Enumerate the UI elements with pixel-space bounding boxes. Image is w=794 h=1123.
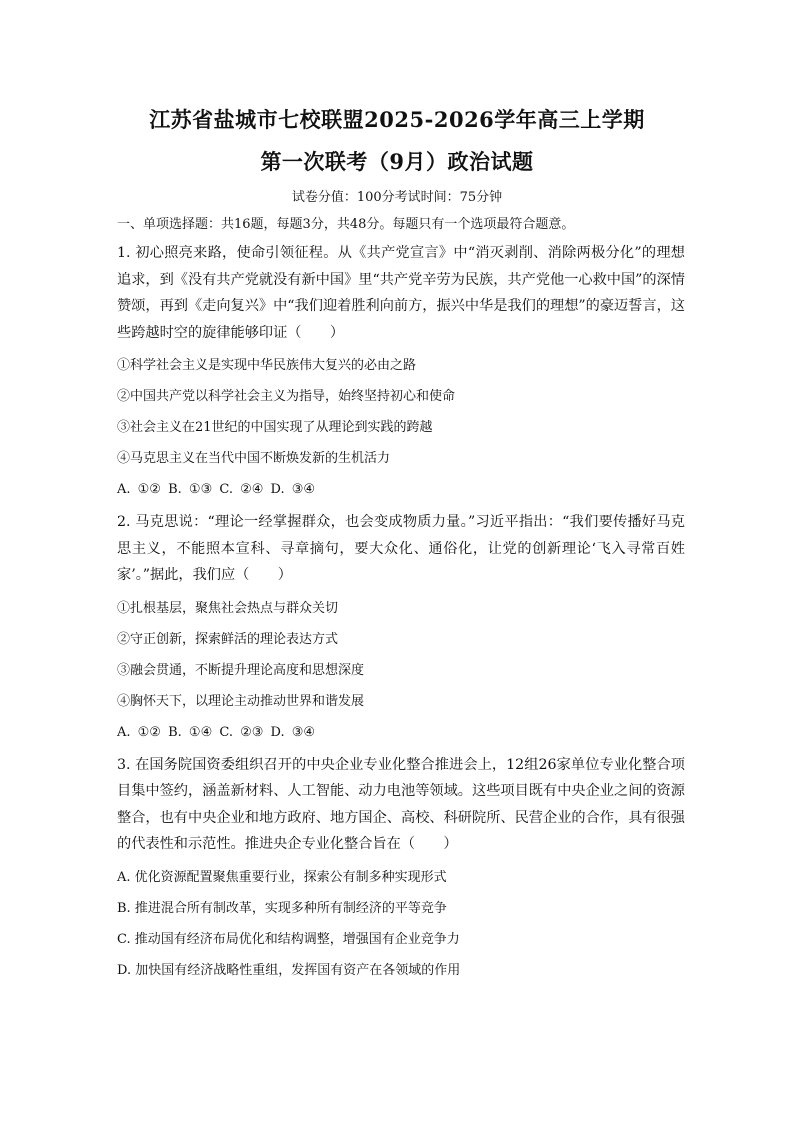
question-stem: 1. 初心照亮来路，使命引领征程。从《共产党宣言》中“消灭剥削、消除两极分化”的理想追求，到《没有共产党就没有新中国》里“共产党辛劳为民族，共产党他一心救中国”的深情赞颂，再到《走向复兴》中“我们迎着胜利向前方，振兴中华是我们的理想”的豪迈誓言，这些跨越时空的旋律能够印证（ ） bbox=[117, 245, 685, 341]
exam-title-line1: 江苏省盐城市七校联盟2025-2026学年高三上学期 bbox=[149, 107, 645, 132]
question-stem: 3. 在国务院国资委组织召开的中央企业专业化整合推进会上，12组26家单位专业化整合项目集中签约，涵盖新材料、人工智能、动力电池等领域。这些项目既有中央企业之间的资源整合，也有中央企业和地方政府、地方国企、高校、科研院所、民营企业的合作，具有很强的代表性和示范性。推进央企专业化整合旨在（ ） bbox=[117, 756, 685, 852]
statement-item: ①科学社会主义是实现中华民族伟大复兴的必由之路 bbox=[117, 358, 417, 373]
statement-item: ②中国共产党以科学社会主义为指导，始终坚持初心和使命 bbox=[117, 389, 456, 404]
exam-meta: 试卷分值：100分考试时间：75分钟 bbox=[291, 190, 503, 205]
option-a: A. 优化资源配置聚焦重要行业，探索公有制多种实现形式 bbox=[117, 869, 447, 885]
option-d: D. 加快国有经济战略性重组，发挥国有资产在各领域的作用 bbox=[117, 962, 461, 978]
question-stem: 2. 马克思说：“理论一经掌握群众，也会变成物质力量。”习近平指出：“我们要传播好马克思主义，不能照本宣科、寻章摘句，要大众化、通俗化，让党的创新理论‘飞入寻常百姓家’。”据此，我们应（ ） bbox=[117, 514, 685, 583]
exam-title-line2: 第一次联考（9月）政治试题 bbox=[260, 149, 534, 174]
option-b: B. 推进混合所有制改革，实现多种所有制经济的平等竞争 bbox=[117, 900, 447, 916]
exam-content bbox=[117, 216, 685, 986]
statement-item: ④胸怀天下，以理论主动推动世界和谐发展 bbox=[117, 693, 365, 709]
question-3 bbox=[117, 752, 685, 986]
statement-item: ③融会贯通，不断提升理论高度和思想深度 bbox=[117, 662, 365, 678]
option-c: C. 推动国有经济布局优化和结构调整，增强国有企业竞争力 bbox=[117, 931, 460, 947]
answer-choices: A. ①② B. ①③ C. ②④ D. ③④ bbox=[117, 482, 316, 497]
question-1 bbox=[117, 240, 685, 505]
statement-item: ④马克思主义在当代中国不断焕发新的生机活力 bbox=[117, 451, 391, 466]
section-heading: 一、单项选择题：共16题，每题3分，共48分。每题只有一个选项最符合题意。 bbox=[117, 217, 575, 232]
question-2 bbox=[117, 509, 685, 748]
answer-choices: A. ①② B. ①④ C. ②③ D. ③④ bbox=[117, 724, 316, 740]
statement-item: ②守正创新，探索鲜活的理论表达方式 bbox=[117, 631, 339, 647]
statement-item: ③社会主义在21世纪的中国实现了从理论到实践的跨越 bbox=[117, 420, 433, 435]
statement-item: ①扎根基层，聚焦社会热点与群众关切 bbox=[117, 600, 339, 616]
